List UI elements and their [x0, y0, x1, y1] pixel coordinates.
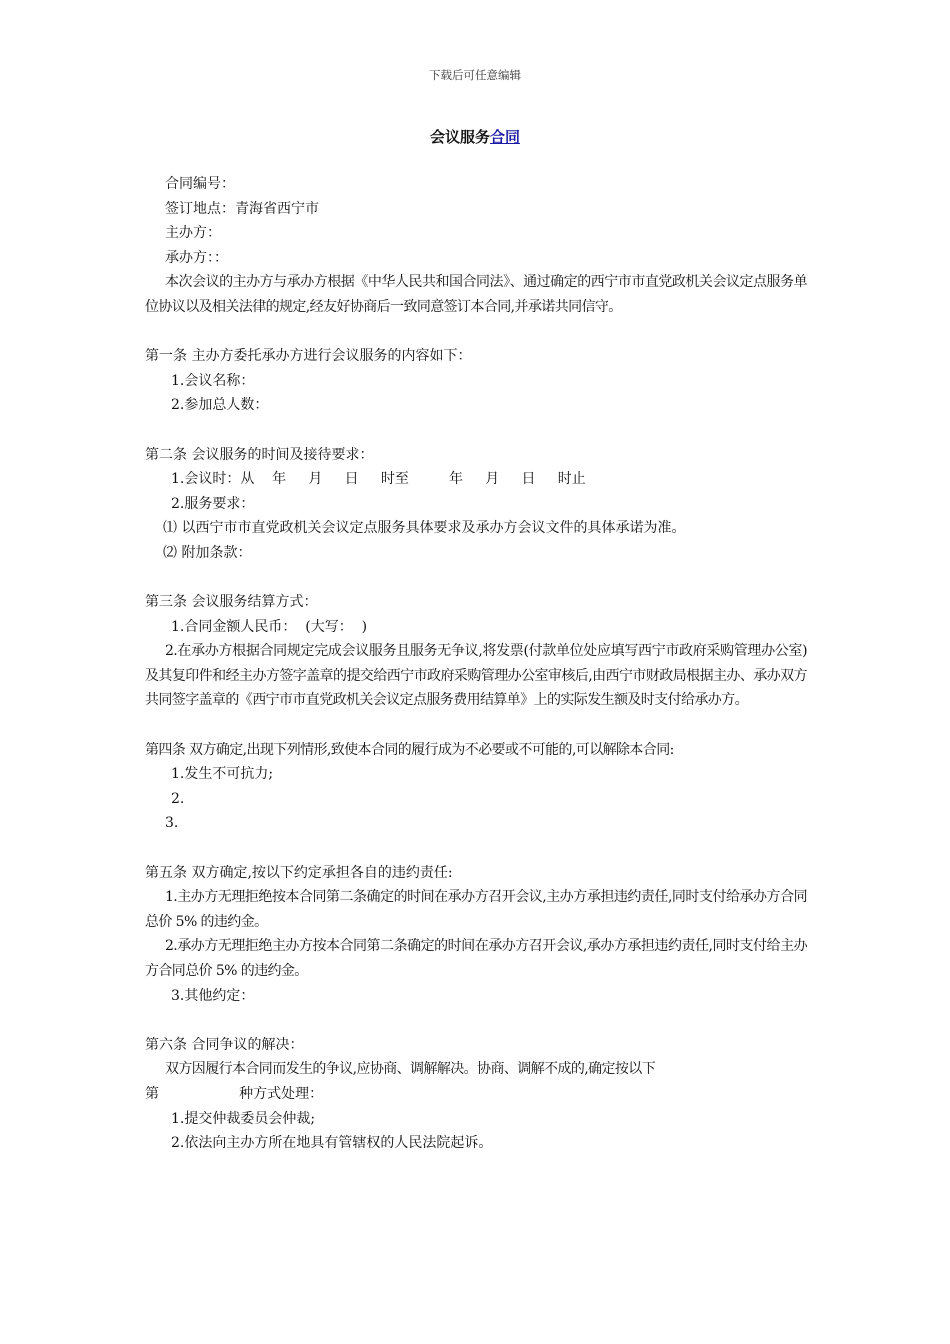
article-4-item-3: 3. [165, 815, 179, 832]
article-6-item-2: 2.依法向主办方所在地具有管辖权的人民法院起诉。 [171, 1135, 493, 1152]
article-2-service-requirements: 2.服务要求： [171, 495, 255, 512]
document-title [0, 126, 950, 147]
signing-place: 签订地点：青海省西宁市 [165, 200, 319, 217]
article-5-heading: 第五条 双方确定,按以下约定承担各自的违约责任: [145, 864, 453, 881]
article-5-paragraph-3: 3.其他约定： [171, 987, 255, 1004]
article-2-meeting-time: 1.会议时：从 年 月 日 时至 年 月 日 时止 [171, 471, 586, 488]
article-5-paragraph-1: 1.主办方无理拒绝按本合同第二条确定的时间在承办方召开会议,主办方承担违约责任,同时支付给承办方合同总价 5% 的违约金。 [145, 889, 807, 930]
page-header: 下载后可任意编辑 [429, 68, 521, 82]
article-4-item-2: 2. [171, 790, 185, 807]
article-3-settlement: 2.在承办方根据合同规定完成会议服务且服务无争议,将发票(付款单位处应填写西宁市政府采购管理办公室)及其复印件和经主办方签字盖章的提交给西宁市政府采购管理办公室审核后,由西宁市财政局根据主办、承办双方共同签字盖章的《西宁市市直党政机关会议定点服务费用结算单》上的实际发生额及时支付给承办方。 [145, 643, 807, 709]
article-3-amount: 1.合同金额人民币： (大写： ) [171, 618, 368, 635]
article-1-heading: 第一条 主办方委托承办方进行会议服务的内容如下： [145, 348, 472, 365]
article-3-heading: 第三条 会议服务结算方式： [145, 594, 318, 611]
document-body [145, 172, 807, 1156]
title-link[interactable]: 合同 [490, 128, 521, 146]
preamble-paragraph: 本次会议的主办方与承办方根据《中华人民共和国合同法》、通过确定的西宁市市直党政机关会议定点服务单位协议以及相关法律的规定,经友好协商后一致同意签订本合同,并承诺共同信守。 [145, 274, 807, 315]
article-4-item-1: 1.发生不可抗力; [171, 766, 274, 783]
host-party: 主办方： [165, 225, 221, 242]
article-6-heading: 第六条 合同争议的解决： [145, 1036, 304, 1053]
article-4-heading: 第四条 双方确定,出现下列情形,致使本合同的履行成为不必要或不可能的,可以解除本合同: [145, 741, 674, 758]
article-1-item-1: 1.会议名称： [171, 372, 255, 389]
article-2-sub-1: ⑴ 以西宁市市直党政机关会议定点服务具体要求及承办方会议文件的具体承诺为准。 [163, 520, 686, 537]
article-1-item-2: 2.参加总人数： [171, 397, 269, 414]
article-6-item-1: 1.提交仲裁委员会仲裁; [171, 1110, 316, 1127]
article-2-heading: 第二条 会议服务的时间及接待要求： [145, 446, 374, 463]
title-text: 会议服务 [429, 128, 490, 146]
contract-number-field: 合同编号： [165, 176, 235, 192]
contractor-party: 承办方：： [165, 249, 228, 266]
article-6-paragraph-line-2: 第 种方式处理： [145, 1085, 324, 1102]
article-2-sub-2: ⑵ 附加条款： [163, 544, 252, 561]
article-6-paragraph-line-1: 双方因履行本合同而发生的争议,应协商、调解解决。协商、调解不成的,确定按以下 [165, 1061, 656, 1078]
article-5-paragraph-2: 2.承办方无理拒绝主办方按本合同第二条确定的时间在承办方召开会议,承办方承担违约责任,同时支付给主办方合同总价 5% 的违约金。 [145, 938, 807, 979]
